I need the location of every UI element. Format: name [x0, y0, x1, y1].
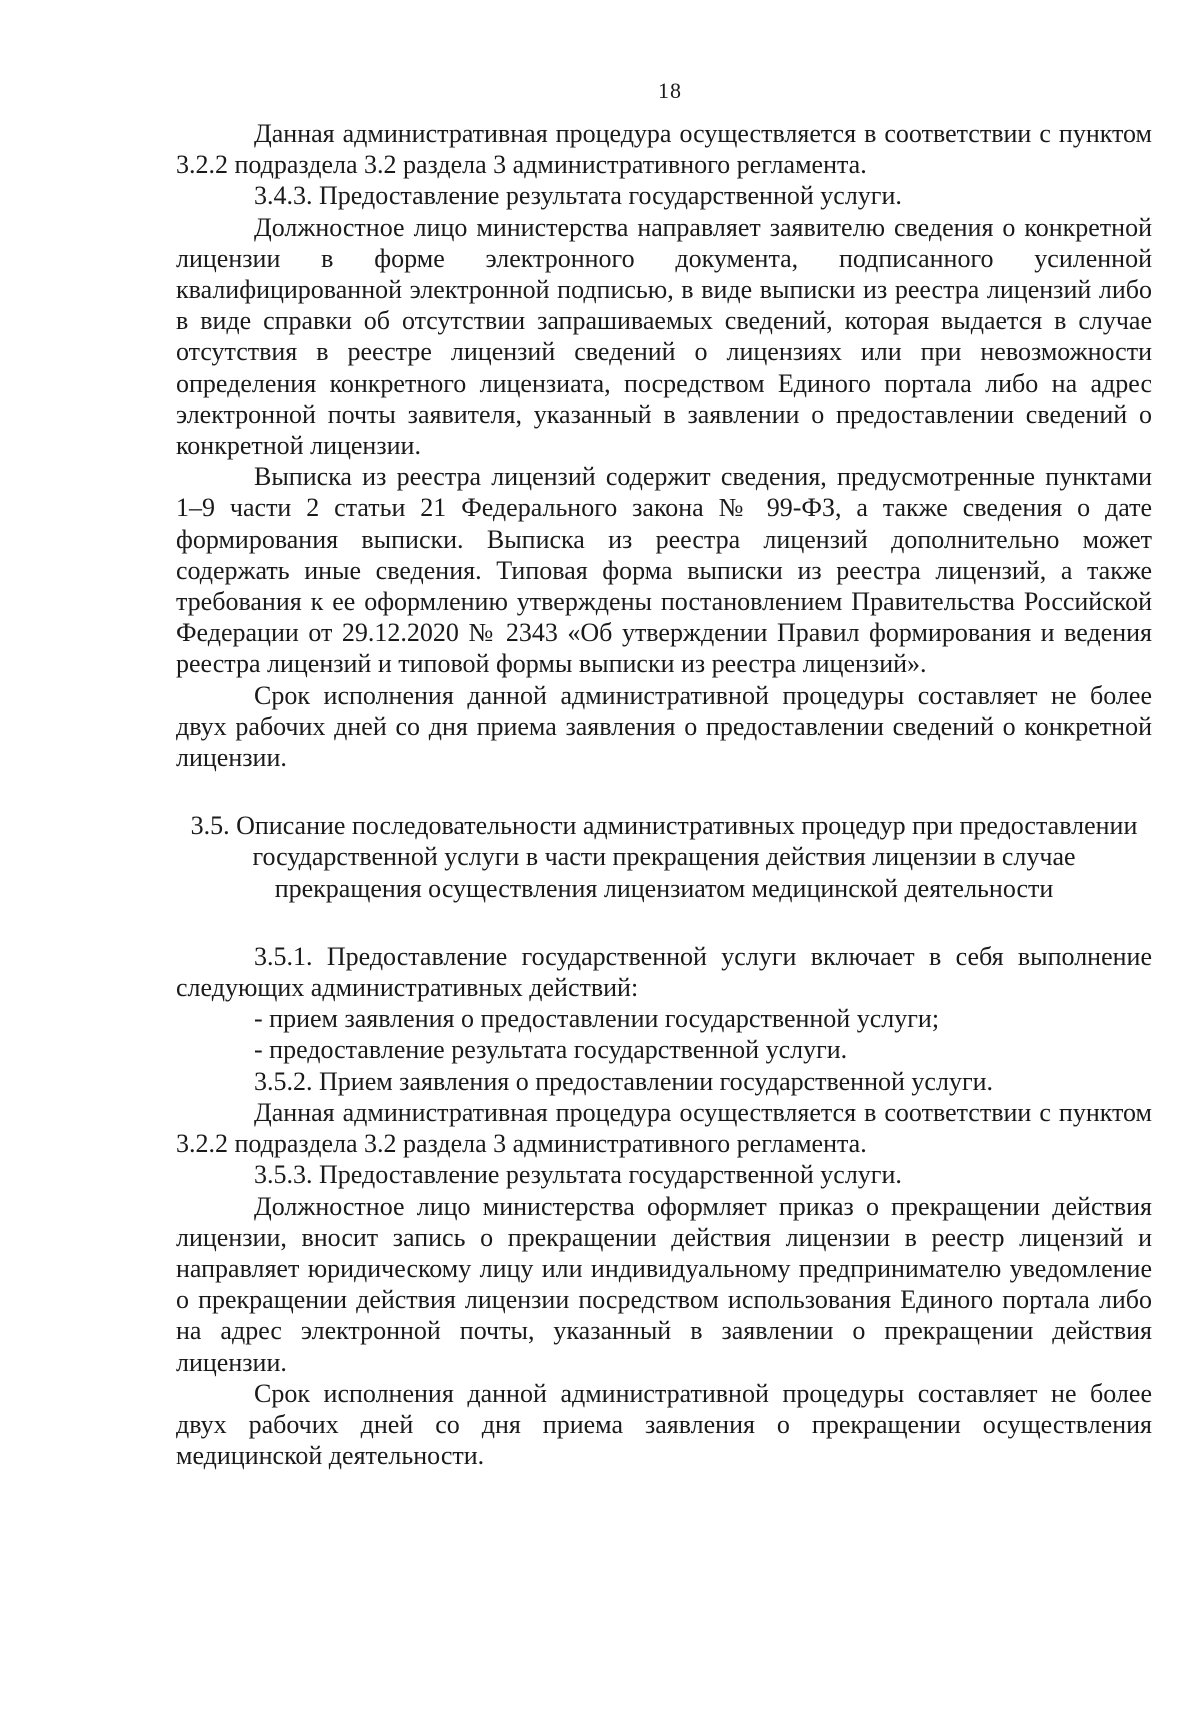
spacer — [176, 904, 1152, 941]
paragraph: Срок исполнения данной административной процедуры составляет не более двух рабочих дней со дня приема заявления о прекращении осуществления медицинской деятельности. — [176, 1378, 1152, 1471]
paragraph: Данная административная процедура осуществляется в соответствии с пунктом 3.2.2 подраздела 3.2 раздела 3 административного регламента. — [176, 119, 1152, 180]
list-item: - прием заявления о предоставлении государственной услуги; — [254, 1004, 940, 1034]
list-item: - предоставление результата государственной услуги. — [254, 1035, 848, 1065]
subsection-title: 3.4.3. Предоставление результата государственной услуги. — [254, 181, 902, 211]
page-number: 18 — [658, 78, 682, 103]
paragraph: Выписка из реестра лицензий содержит сведения, предусмотренные пунктами 1–9 части 2 статьи 21 Федерального закона № 99-ФЗ, а также сведения о дате формирования выписки. Выписка из реестра лицензий дополнительно может содержать иные сведения. Типовая форма выписки из реестра лицензий, а также требования к ее оформлению утверждены постановлением Правительства Российской Федерации от 29.12.2020 № 2343 «Об утверждении Правил формирования и ведения реестра лицензий и типовой формы выписки из реестра лицензий». — [176, 462, 1152, 679]
paragraph: Должностное лицо министерства оформляет приказ о прекращении действия лицензии, вносит запись о прекращении действия лицензии в реестр лицензий и направляет юридическому лицу или индивидуальному предпринимателю уведомление о прекращении действия лицензии посредством использования Единого портала либо на адрес электронной почты, указанный в заявлении о прекращении действия лицензии. — [176, 1191, 1152, 1377]
spacer — [176, 773, 1152, 810]
section-heading: 3.5. Описание последовательности административных процедур при предоставлении государственной услуги в части прекращения действия лицензии в случае прекращения осуществления лицензиатом медицинской деятельности — [190, 811, 1138, 903]
paragraph: Должностное лицо министерства направляет заявителю сведения о конкретной лицензии в форме электронного документа, подписанного усиленной квалифицированной электронной подписью, в виде выписки из реестра лицензий либо в виде справки об отсутствии запрашиваемых сведений, которая выдается в случае отсутствия в реестре лицензий сведений о лицензиях или при невозможности определения конкретного лицензиата, посредством Единого портала либо на адрес электронной почты заявителя, указанный в заявлении о предоставлении сведений о конкретной лицензии. — [176, 212, 1152, 461]
subsection-title: 3.5.2. Прием заявления о предоставлении государственной услуги. — [254, 1066, 994, 1096]
paragraph: Данная административная процедура осуществляется в соответствии с пунктом 3.2.2 подраздела 3.2 раздела 3 административного регламента. — [176, 1097, 1152, 1159]
paragraph: 3.5.1. Предоставление государственной услуги включает в себя выполнение следующих административных действий: — [176, 941, 1152, 1003]
subsection-title: 3.5.3. Предоставление результата государственной услуги. — [254, 1160, 902, 1190]
document-body — [176, 118, 1152, 1471]
paragraph: Срок исполнения данной административной процедуры составляет не более двух рабочих дней со дня приема заявления о предоставлении сведений о конкретной лицензии. — [176, 680, 1152, 773]
